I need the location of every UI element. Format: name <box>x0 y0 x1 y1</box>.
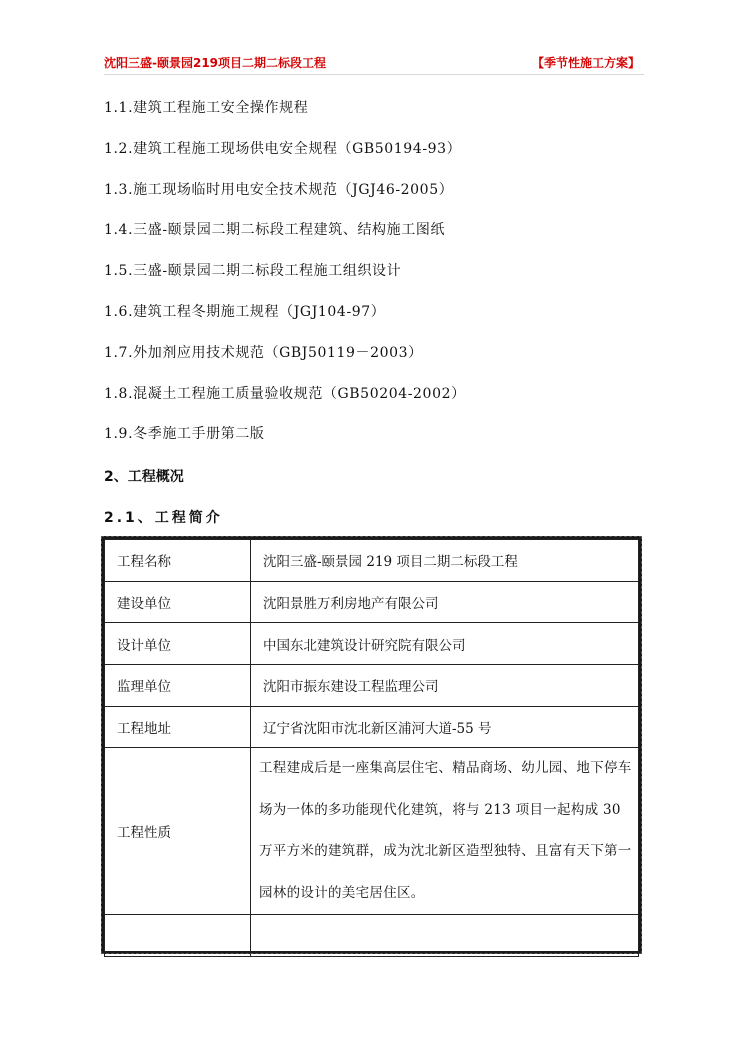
list-item: 1.7.外加剂应用技术规范（GBJ50119－2003） <box>104 344 423 361</box>
row-label: 建设单位 <box>105 581 251 623</box>
list-item: 1.9.冬季施工手册第二版 <box>104 426 265 443</box>
row-label: 工程名称 <box>105 540 251 582</box>
list-item: 1.5.三盛-颐景园二期二标段工程施工组织设计 <box>104 263 402 280</box>
row-value: 沈阳市振东建设工程监理公司 <box>251 665 639 707</box>
row-value <box>251 915 639 957</box>
table-row <box>105 581 639 623</box>
section-heading-intro: 2.1、工程简介 <box>104 510 223 526</box>
row-value: 工程建成后是一座集高层住宅、精品商场、幼儿园、地下停车场为一体的多功能现代化建筑，将与 213 项目一起构成 30 万平方米的建筑群，成为沈北新区造型独特、且富有天下第一园林的设计的美宅居住区。 <box>251 748 639 915</box>
row-value: 沈阳景胜万利房地产有限公司 <box>251 581 639 623</box>
row-label: 工程地址 <box>105 706 251 748</box>
list-item: 1.2.建筑工程施工现场供电安全规程（GB50194-93） <box>104 140 462 157</box>
row-label <box>105 915 251 957</box>
row-label: 监理单位 <box>105 665 251 707</box>
table-row <box>105 706 639 748</box>
header-divider <box>104 74 644 75</box>
list-item: 1.4.三盛-颐景园二期二标段工程建筑、结构施工图纸 <box>104 222 446 239</box>
page-header <box>104 54 640 71</box>
row-label: 设计单位 <box>105 623 251 665</box>
row-value: 辽宁省沈阳市沈北新区浦河大道-55 号 <box>251 706 639 748</box>
reference-list <box>104 97 644 464</box>
list-item: 1.1.建筑工程施工安全操作规程 <box>104 100 309 116</box>
table-row <box>105 915 639 957</box>
list-item: 1.6.建筑工程冬期施工规程（JGJ104-97） <box>104 303 386 320</box>
project-info-table <box>101 536 642 954</box>
row-label: 工程性质 <box>105 748 251 915</box>
header-title: 沈阳三盛-颐景园219项目二期二标段工程 <box>104 56 327 70</box>
list-item: 1.3.施工现场临时用电安全技术规范（JGJ46-2005） <box>104 181 454 198</box>
table-row <box>105 748 639 915</box>
table-row <box>105 540 639 582</box>
section-heading-overview: 2、工程概况 <box>104 469 184 485</box>
header-tag: 【季节性施工方案】 <box>531 56 640 70</box>
table-row <box>105 665 639 707</box>
table-row <box>105 623 639 665</box>
row-value: 中国东北建筑设计研究院有限公司 <box>251 623 639 665</box>
list-item: 1.8.混凝土工程施工质量验收规范（GB50204-2002） <box>104 385 466 402</box>
row-value: 沈阳三盛-颐景园 219 项目二期二标段工程 <box>251 540 639 582</box>
